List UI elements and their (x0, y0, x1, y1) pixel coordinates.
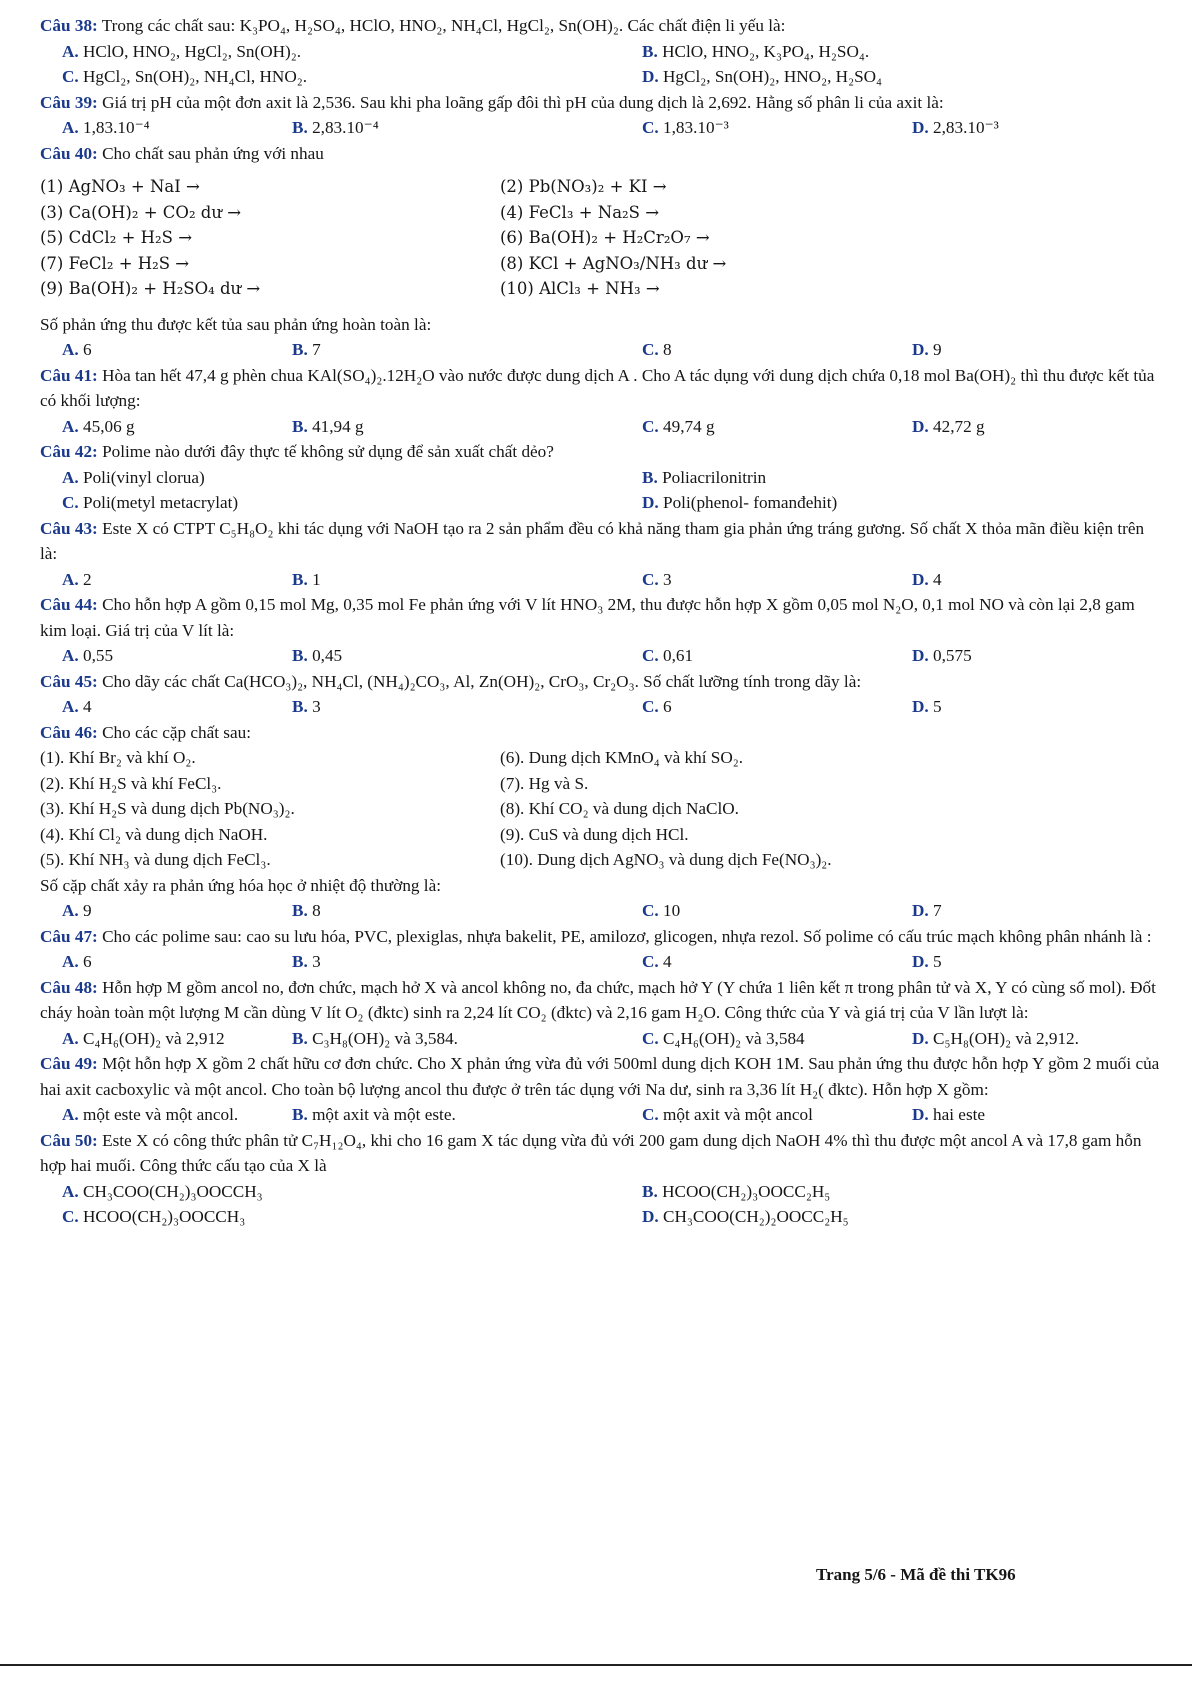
q49-option-c[interactable]: C. một axit và một ancol (642, 1105, 813, 1124)
q40-reaction-row-5: (9) Ba(OH)₂ + H₂SO₄ dư → (10) AlCl₃ + NH₃ → (40, 279, 660, 298)
bottom-divider (0, 1664, 1192, 1666)
q46-pair-row-1: (1). Khí Br₂ và khí O₂. (6). Dung dịch KMnO₄ và khí SO₂. (40, 748, 744, 767)
q45-option-d[interactable]: D. 5 (912, 697, 942, 716)
q43-option-c[interactable]: C. 3 (642, 569, 672, 589)
q49-option-b[interactable]: B. một axit và một este. (292, 1105, 456, 1124)
q41-options (40, 414, 1160, 440)
q43-option-a[interactable]: A. 2 (62, 569, 92, 589)
q49-option-d[interactable]: D. hai este (912, 1105, 986, 1124)
q40-reaction-row-2: (3) Ca(OH)₂ + CO₂ dư → (4) FeCl₃ + Na₂S → (40, 202, 660, 222)
q48-options (40, 1026, 1160, 1052)
q42-options-row-2 (40, 490, 1160, 516)
q41-option-d[interactable]: D. 42,72 g (912, 416, 985, 436)
question-42: Câu 42: Polime nào dưới đây thực tế không sử dụng để sản xuất chất dẻo? (40, 442, 554, 461)
q47-options (40, 949, 1160, 975)
q48-option-a[interactable]: A. C₄H₆(OH)₂ và 2,912 (62, 1028, 225, 1048)
q39-options (40, 115, 1160, 141)
q44-options (40, 643, 1160, 669)
q41-option-a[interactable]: A. 45,06 g (62, 416, 135, 436)
question-39: Câu 39: Giá trị pH của một đơn axit là 2,536. Sau khi pha loãng gấp đôi thì pH của dung dịch là 2,692. Hằng số phân li của axit là: (40, 92, 944, 112)
q39-option-d[interactable]: D. 2,83.10⁻³ (912, 118, 999, 137)
q40-option-a[interactable]: A. 6 (62, 340, 92, 359)
q50-options-row-2 (40, 1204, 1160, 1230)
q49-options (40, 1102, 1160, 1128)
q40-options (40, 337, 1160, 363)
q46-pair-row-2: (2). Khí H₂S và khí FeCl₃. (7). Hg và S. (40, 773, 589, 793)
question-46: Câu 46: Cho các cặp chất sau: (40, 722, 251, 742)
q40-reaction-row-4: (7) FeCl₂ + H₂S → (8) KCl + AgNO₃/NH₃ dư → (40, 253, 727, 273)
q38-options-row-2 (40, 64, 1160, 90)
q42-option-a[interactable]: A. Poli(vinyl clorua) (62, 467, 205, 487)
q38-options-row-1 (40, 39, 1160, 65)
q49-option-a[interactable]: A. một este và một ancol. (62, 1105, 239, 1124)
q44-option-a[interactable]: A. 0,55 (62, 646, 114, 665)
q41-option-b[interactable]: B. 41,94 g (292, 416, 364, 436)
q48-option-b[interactable]: B. C₃H₈(OH)₂ và 3,584. (292, 1028, 458, 1048)
exam-page (40, 13, 1160, 1230)
q45-options (40, 694, 1160, 720)
q47-option-d[interactable]: D. 5 (912, 952, 942, 971)
q39-option-a[interactable]: A. 1,83.10⁻⁴ (62, 118, 150, 137)
q48-option-d[interactable]: D. C₅H₈(OH)₂ và 2,912. (912, 1028, 1079, 1048)
q46-pair-row-3: (3). Khí H₂S và dung dịch Pb(NO₃)₂. (8). Khí CO₂ và dung dịch NaClO. (40, 799, 739, 818)
q38-option-c[interactable]: C. HgCl₂, Sn(OH)₂, NH₄Cl, HNO₂. (62, 67, 308, 86)
question-48: Câu 48: Hỗn hợp M gồm ancol no, đơn chức, mạch hở X và ancol không no, đa chức, mạch hở Y (Y chứa 1 liên kết π trong phân tử và X, Y có cùng số mol). Đốt cháy hoàn toàn một lượng M cần dùng V lít O₂ (đktc) sinh ra 2,24 lít CO₂ (đktc) và 2,16 gam H₂O. Công thức của Y và giá trị của V lần lượt là: (40, 977, 1156, 1022)
q38-option-d[interactable]: D. HgCl₂, Sn(OH)₂, HNO₂, H₂SO₄ (642, 67, 883, 86)
q50-option-a[interactable]: A. CH₃COO(CH₂)₃OOCCH₃ (62, 1181, 263, 1201)
question-40: Câu 40: Cho chất sau phản ứng với nhau (40, 143, 324, 163)
question-43: Câu 43: Este X có CTPT C₅H₈O₂ khi tác dụng với NaOH tạo ra 2 sản phẩm đều có khả năng tham gia phản ứng tráng gương. Số chất X thỏa mãn điều kiện trên là: (40, 518, 1145, 563)
q46-option-c[interactable]: C. 10 (642, 901, 681, 920)
q50-option-d[interactable]: D. CH₃COO(CH₂)₂OOCC₂H₅ (642, 1207, 849, 1226)
q45-option-a[interactable]: A. 4 (62, 697, 92, 716)
q40-tail: Số phản ứng thu được kết tủa sau phản ứng hoàn toàn là: (40, 314, 432, 334)
question-44: Câu 44: Cho hỗn hợp A gồm 0,15 mol Mg, 0,35 mol Fe phản ứng với V lít HNO₃ 2M, thu được hỗn hợp X gồm 0,05 mol N₂O, 0,1 mol NO và còn lại 2,8 gam kim loại. Giá trị của V lít là: (40, 595, 1135, 640)
q45-option-c[interactable]: C. 6 (642, 697, 672, 716)
question-49: Câu 49: Một hỗn hợp X gồm 2 chất hữu cơ đơn chức. Cho X phản ứng vừa đủ với 500ml dung dịch KOH 1M. Sau phản ứng thu được hỗn hợp Y gồm 2 muối của hai axit cacboxylic và một ancol. Cho toàn bộ lượng ancol thu được ở trên tác dụng với Na dư, sinh ra 3,36 lít H₂( đktc). Hỗn hợp X gồm: (40, 1054, 1160, 1099)
q46-option-b[interactable]: B. 8 (292, 901, 321, 920)
q47-option-b[interactable]: B. 3 (292, 952, 321, 971)
question-38: Câu 38: Trong các chất sau: K₃PO₄, H₂SO₄, HClO, HNO₂, NH₄Cl, HgCl₂, Sn(OH)₂. Các chất điện li yếu là: (40, 16, 786, 35)
q46-option-d[interactable]: D. 7 (912, 901, 942, 920)
question-50: Câu 50: Este X có công thức phân tử C₇H₁₂O₄, khi cho 16 gam X tác dụng vừa đủ với 200 gam dung dịch NaOH 4% thì thu được một ancol A và 17,8 gam hỗn hợp hai muối. Công thức cấu tạo của X là (40, 1130, 1142, 1175)
q46-options (40, 898, 1160, 924)
q42-option-b[interactable]: B. Poliacrilonitrin (642, 467, 767, 487)
q39-option-b[interactable]: B. 2,83.10⁻⁴ (292, 118, 379, 137)
q42-option-c[interactable]: C. Poli(metyl metacrylat) (62, 493, 239, 512)
page-footer: Trang 5/6 - Mã đề thi TK96 (816, 1565, 1016, 1584)
q44-option-d[interactable]: D. 0,575 (912, 646, 972, 665)
q46-tail: Số cặp chất xảy ra phản ứng hóa học ở nhiệt độ thường là: (40, 875, 441, 895)
question-45: Câu 45: Cho dãy các chất Ca(HCO₃)₂, NH₄Cl, (NH₄)₂CO₃, Al, Zn(OH)₂, CrO₃, Cr₂O₃. Số chất lưỡng tính trong dãy là: (40, 671, 862, 691)
q40-option-d[interactable]: D. 9 (912, 340, 942, 359)
q46-pair-row-4: (4). Khí Cl₂ và dung dịch NaOH. (9). CuS và dung dịch HCl. (40, 824, 689, 844)
q39-option-c[interactable]: C. 1,83.10⁻³ (642, 118, 729, 137)
q46-pair-row-5: (5). Khí NH₃ và dung dịch FeCl₃. (10). Dung dịch AgNO₃ và dung dịch Fe(NO₃)₂. (40, 850, 832, 869)
q47-option-a[interactable]: A. 6 (62, 952, 92, 971)
q40-option-b[interactable]: B. 7 (292, 340, 321, 359)
question-47: Câu 47: Cho các polime sau: cao su lưu hóa, PVC, plexiglas, nhựa bakelit, PE, amilozơ, glicogen, nhựa rezol. Số polime có cấu trúc mạch không phân nhánh là : (40, 926, 1152, 946)
q45-option-b[interactable]: B. 3 (292, 697, 321, 716)
q38-option-a[interactable]: A. HClO, HNO₂, HgCl₂, Sn(OH)₂. (62, 41, 302, 61)
q41-option-c[interactable]: C. 49,74 g (642, 416, 715, 436)
q48-option-c[interactable]: C. C₄H₆(OH)₂ và 3,584 (642, 1028, 805, 1048)
q42-option-d[interactable]: D. Poli(phenol- fomanđehit) (642, 493, 838, 512)
question-41: Câu 41: Hòa tan hết 47,4 g phèn chua KAl(SO₄)₂.12H₂O vào nước được dung dịch A . Cho A tác dụng với dung dịch chứa 0,18 mol Ba(OH)₂ thì thu được kết tủa có khối lượng: (40, 365, 1155, 410)
q40-reaction-row-3: (5) CdCl₂ + H₂S → (6) Ba(OH)₂ + H₂Cr₂O₇ → (40, 228, 710, 247)
q43-options (40, 567, 1160, 593)
q50-option-c[interactable]: C. HCOO(CH₂)₃OOCCH₃ (62, 1207, 246, 1226)
q44-option-c[interactable]: C. 0,61 (642, 646, 694, 665)
q44-option-b[interactable]: B. 0,45 (292, 646, 343, 665)
q46-option-a[interactable]: A. 9 (62, 901, 92, 920)
q47-option-c[interactable]: C. 4 (642, 952, 672, 971)
q50-options-row-1 (40, 1179, 1160, 1205)
q42-options-row-1 (40, 465, 1160, 491)
q43-option-b[interactable]: B. 1 (292, 569, 321, 589)
q50-option-b[interactable]: B. HCOO(CH₂)₃OOCC₂H₅ (642, 1181, 831, 1201)
q43-option-d[interactable]: D. 4 (912, 569, 942, 589)
q40-reaction-row-1: (1) AgNO₃ + NaI → (2) Pb(NO₃)₂ + KI → (40, 177, 667, 196)
q40-option-c[interactable]: C. 8 (642, 340, 672, 359)
q38-option-b[interactable]: B. HClO, HNO₂, K₃PO₄, H₂SO₄. (642, 41, 870, 61)
